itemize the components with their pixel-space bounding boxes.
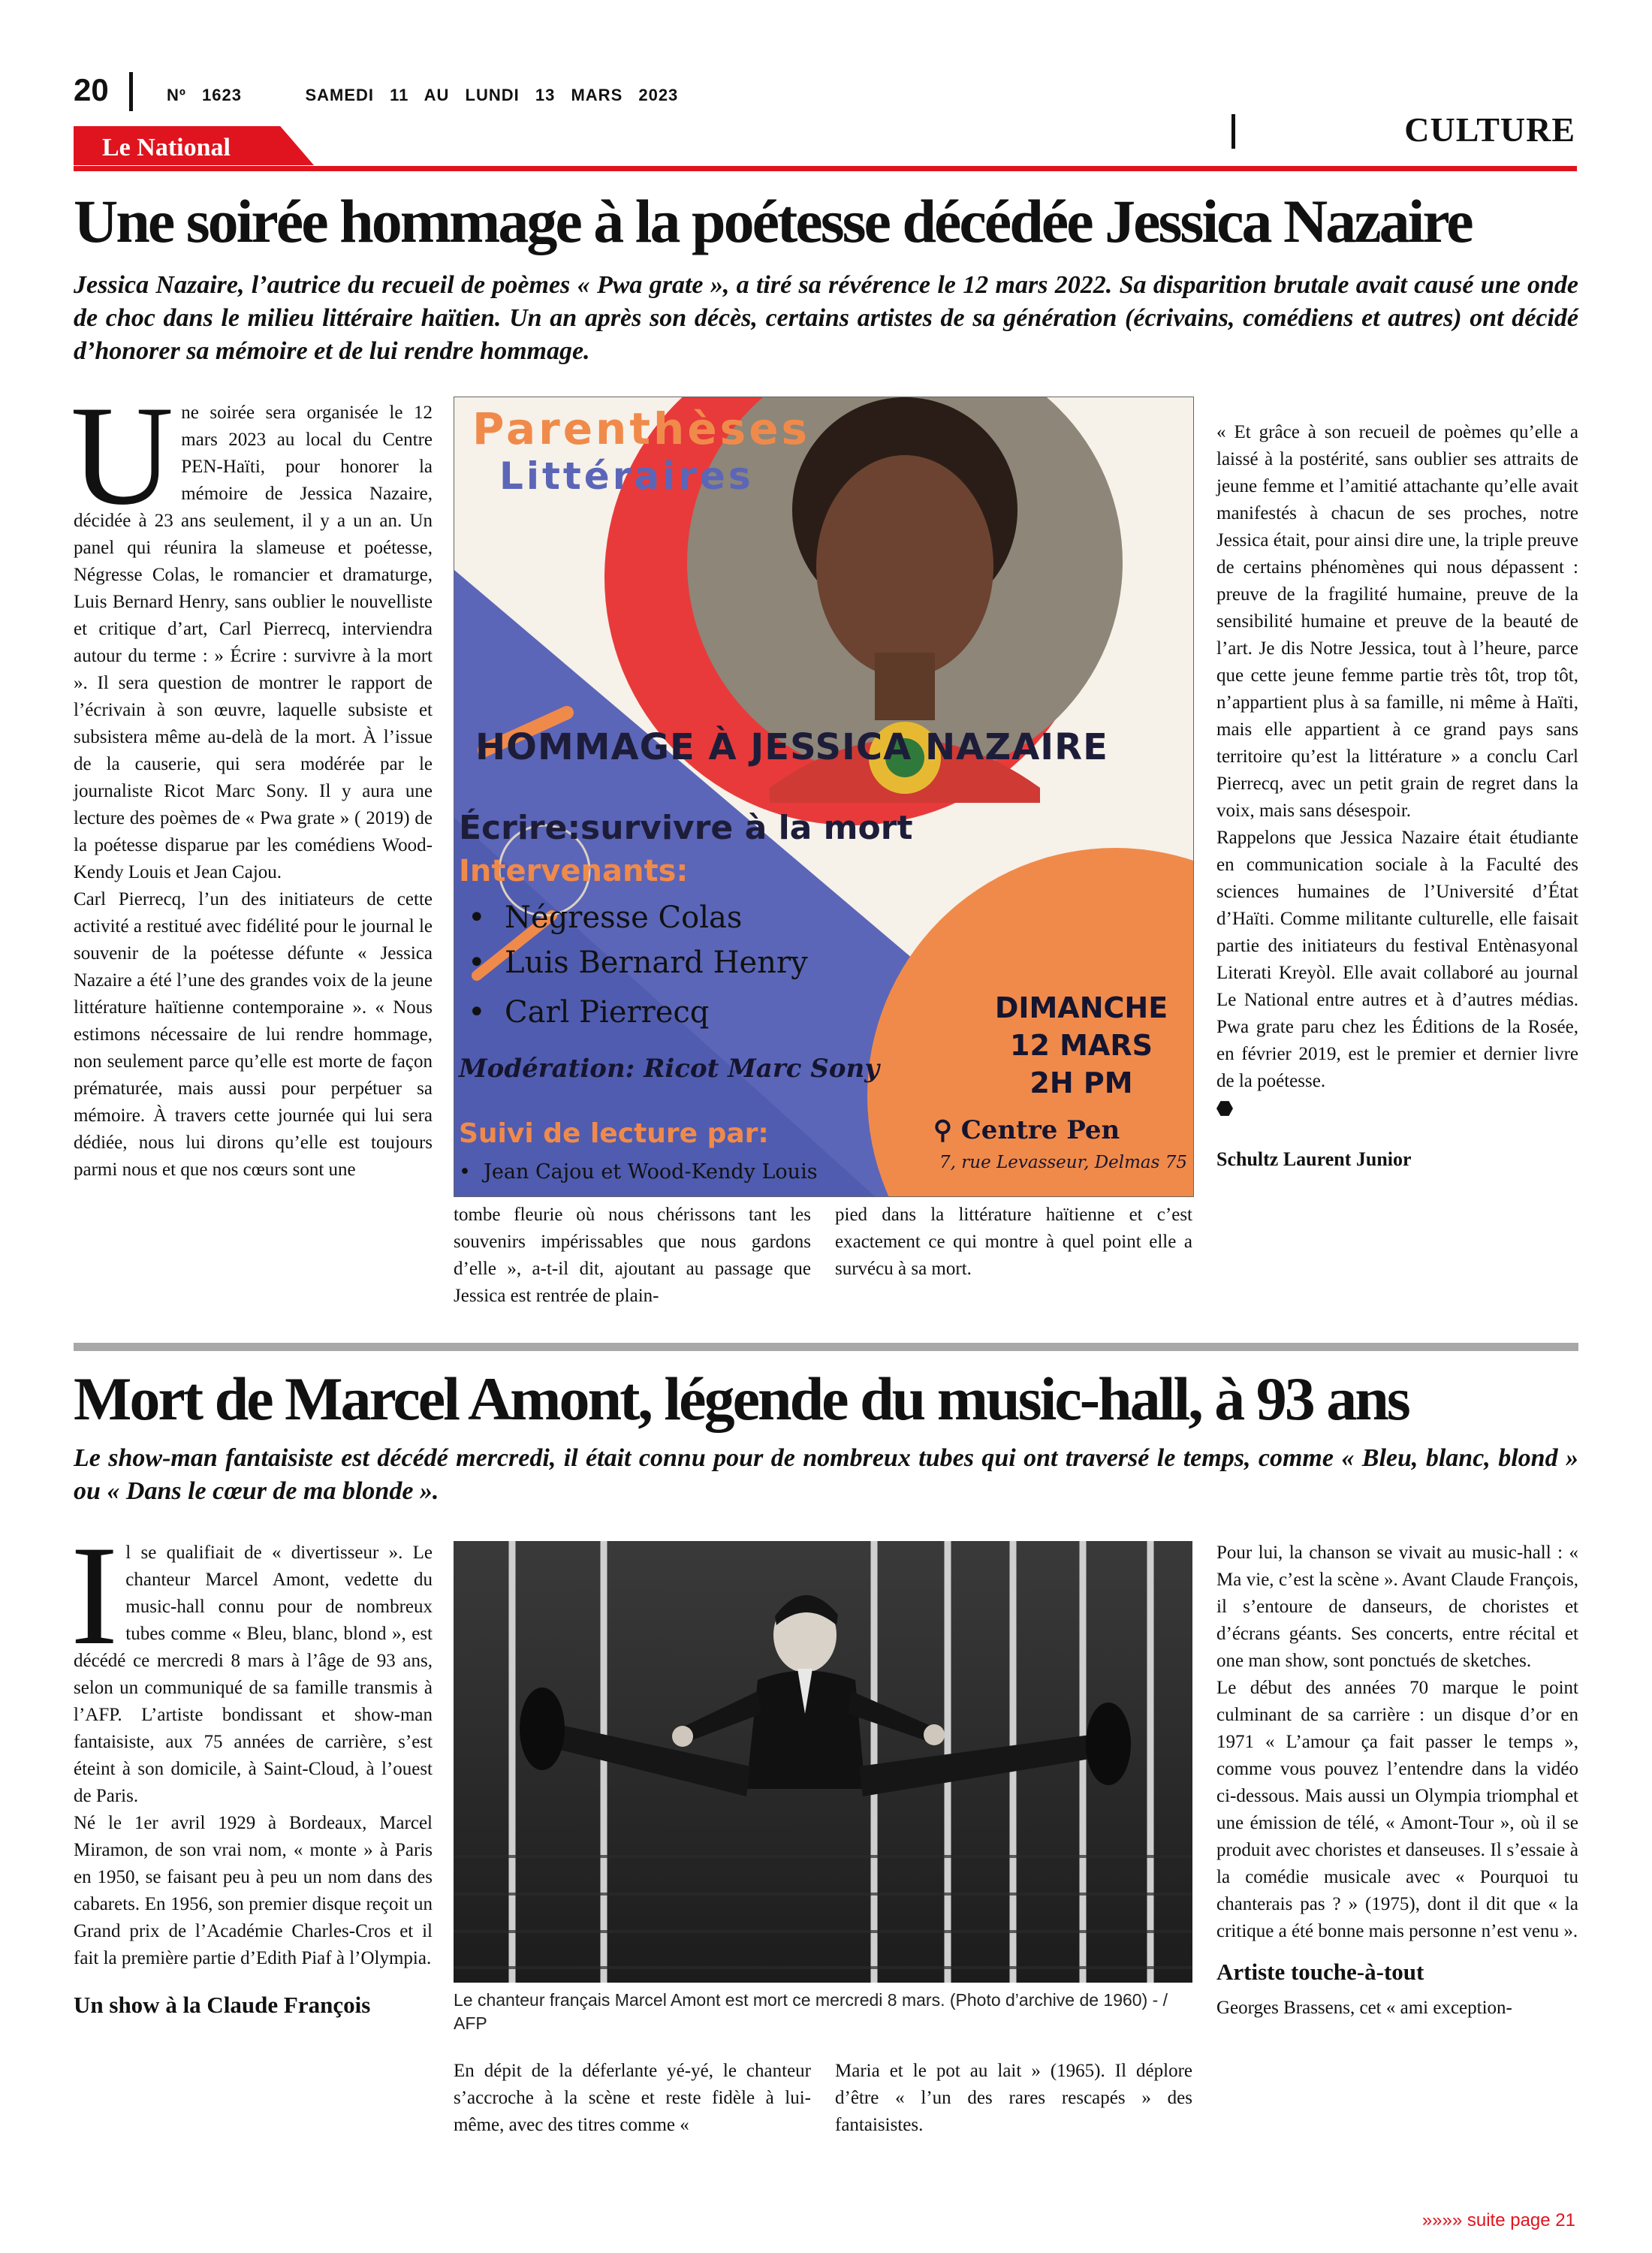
article2-deck: Le show-man fantaisiste est décédé mercredi, il était connu pour de nombreux tubes qui ont traversé le temps, comme « Bleu, blanc, blond » ou « Dans le cœur de ma blonde ». [74,1444,1578,1505]
article2-paragraph: Né le 1er avril 1929 à Bordeaux, Marcel Miramon, de son vrai nom, « monte » à Paris en 1950, se faisant peu à peu un nom dans des cabarets. En 1956, son premier disque reçoit un Grand prix de l’Académie Charles-Cros et il fait la première partie d’Edith Piaf à l’Olympia. [74,1813,433,1968]
section-divider [1231,114,1235,149]
poster-headline: HOMMAGE À JESSICA NAZAIRE [475,726,1108,768]
article1-paragraph: tombe fleurie où nous chérissons tant les souvenirs impérissables que nous gardons d’elle », a-t-il dit, ajoutant au passage que Jessica est rentrée de plain- [454,1205,811,1306]
article2-paragraph: l se qualifiait de « divertisseur ». Le chanteur Marcel Amont, vedette du music-hall connu pour de nombreux tubes comme « Bleu, blanc, blond », est décédé ce mercredi 8 mars à l’âge de 93 ans, selon un communiqué de sa famille transmis à l’AFP. L’artiste bondissant et show-man fantaisiste, aux 75 années de carrière, s’est éteint à son domicile, à Saint-Cloud, à l’ouest de Paris. [74,1543,433,1806]
poster-series-line2: Littéraires [499,454,754,498]
location-pin-icon: ⚲ [933,1115,952,1145]
article2-title: Mort de Marcel Amont, légende du music-hall, à 93 ans [74,1365,1409,1433]
article1-column-3 [835,1202,1192,1337]
poster-day: DIMANCHE [994,991,1168,1024]
photo-artwork [454,1541,1192,1983]
poster-date: 12 MARS [1010,1029,1153,1062]
header-divider [129,72,133,111]
issue-date: SAMEDI 11 AU LUNDI 13 MARS 2023 [305,86,679,104]
issue-number: Nº 1623 [167,86,242,104]
poster-address: 7, rue Levasseur, Delmas 75 [939,1153,1188,1172]
poster-reading-label: Suivi de lecture par: [459,1118,769,1149]
article1-paragraph: « Et grâce à son recueil de poèmes qu’elle a laissé à la postérité, sans oublier ses attraits de jeune femme et l’amitié attachante qu’elle avait manifestés à chacun de ses proches, notre Jessica était, pour ainsi dire une, la triple preuve de certains phénomènes qui nous dépassent : preuve de la fragilité humaine, preuve de la sensibilité humaine et preuve de la beauté de l’art. Je dis Notre Jessica, tout à l’heure, parce que cette jeune femme partie très tôt, trop tôt, n’appartient plus à sa famille, ni même à Haïti, mais elle appartient à ce grand pays sans territoire qu’est la littérature » a conclu Carl Pierrecq, avec un petit grain de regret dans la voix, mais sans désespoir. [1216,422,1578,821]
article2-column-3 [835,2058,1192,2208]
article1-column-1 [71,377,433,1325]
poster-speakers-label: Intervenants: [459,854,689,888]
article1-paragraph: pied dans la littérature haïtienne et c’est exactement ce qui montre à quel point elle a survécu à sa mort. [835,1205,1192,1279]
photo-caption: Le chanteur français Marcel Amont est mort ce mercredi 8 mars. (Photo d’archive de 1960) - / AFP [454,1990,1168,2033]
dropcap: U [71,377,174,535]
event-poster [454,397,1194,1197]
poster-speaker: • Luis Bernard Henry [468,946,808,980]
poster-series-line1: Parenthèses [472,403,811,454]
article1-column-2 [454,1202,811,1337]
article2-column-2 [454,2058,811,2208]
marcel-amont-photo [454,1541,1192,1983]
article2-paragraph: Maria et le pot au lait » (1965). Il déplore d’être « l’un des rares rescapés » des fantaisistes. [835,2061,1192,2135]
page-number: 20 [74,72,109,107]
brand-name: Le National [102,134,231,161]
article1-paragraph: Carl Pierrecq, l’un des initiateurs de cette activité a restitué avec fidélité pour le journal le souvenir de la poétesse défunte « Jessica Nazaire a été l’une des grandes voix de la jeune littérature haïtienne contemporaine ». « Nous estimons nécessaire de lui rendre hommage, non seulement parce qu’elle est morte de façon prématurée, mais aussi pour perpétuer sa mémoire. À travers cette journée qui lui sera dédiée, nous lui dirons qu’elle est toujours parmi nous et que nos cœurs sont une [74,889,433,1180]
article2-column-1 [71,1517,433,2200]
article2-subhead: Artiste touche-à-tout [1216,1959,1424,1985]
section-label: CULTURE [1404,110,1575,149]
article1-column-4 [1216,419,1578,1343]
end-mark-icon [1216,1100,1233,1117]
article1-paragraph: Rappelons que Jessica Nazaire était étudiante en communication sociale à la Faculté des sciences humaines de l’Université d’État d’Haïti. Comme militante culturelle, elle faisait partie des initiateurs du festival Entènasyonal Literati Kreyòl. Elle avait collaboré au journal Le National entre autres et à d’autres médias. Pwa grate paru chez les Éditions de la Rosée, en février 2019, est le premier et dernier livre de la poétesse. [1216,828,1578,1091]
article1-deck: Jessica Nazaire, l’autrice du recueil de poèmes « Pwa grate », a tiré sa révérence le 12 mars 2022. Sa disparition brutale avait causé une onde de choc dans le milieu littéraire haïtien. Un an après son décès, certains artistes de sa génération (écrivains, comédiens et autres) ont décidé d’honorer sa mémoire et de lui rendre hommage. [74,271,1578,365]
poster-readers: • Jean Cajou et Wood-Kendy Louis [459,1160,818,1184]
poster-datetime [972,989,1190,1102]
poster-theme: Écrire:survivre à la mort [459,809,913,847]
article2-paragraph: Pour lui, la chanson se vivait au music-hall : « Ma vie, c’est la scène ». Avant Claude François, il s’entoure de danseurs, de choristes et d’écrans géants. Ses concerts, entre récital et one man show, sont ponctués de sketches. [1216,1543,1578,1671]
poster-time: 2H PM [1029,1066,1133,1099]
article-separator [74,1343,1578,1351]
article2-paragraph: En dépit de la déferlante yé-yé, le chanteur s’accroche à la scène et reste fidèle à lui-même, avec des titres comme « [454,2061,811,2135]
article2-paragraph: Le début des années 70 marque le point culminant de sa carrière : un disque d’or en 1971 « L’amour ça fait passer le temps », comme vous pouvez l’entendre dans la vidéo ci-dessous. Mais aussi un Olympia triomphal et une émission de télé, « Amont-Tour », où il se produit avec choristes et danseuses. Il s’essaie à la comédie musicale avec « Pourquoi tu chanterais pas ? » (1975), dont il dit que « la critique a été bonne mais personne n’est venu ». [1216,1678,1578,1941]
article2-column-4 [1216,1540,1578,2200]
poster-speaker: • Carl Pierrecq [468,995,710,1030]
poster-speaker: • Négresse Colas [468,900,743,935]
article1-title: Une soirée hommage à la poétesse décédée Jessica Nazaire [74,187,1472,255]
header-rule [74,166,1577,171]
poster-moderation: Modération: Ricot Marc Sony [459,1054,879,1084]
issue-date-line [167,86,678,105]
article1-paragraph: ne soirée sera organisée le 12 mars 2023 au local du Centre PEN-Haïti, pour honorer la mémoire de Jessica Nazaire, décidée à 23 ans seulement, il y a un an. Un panel qui réunira la slameuse et poétesse, Négresse Colas, le romancier et dramaturge, Luis Bernard Henry, sans oublier le nouvelliste et critique d’art, Carl Pierrecq, interviendra autour du terme : » Écrire : survivre à la mort ». Il sera question de montrer le rapport de l’écrivain à son œuvre, laquelle subsiste et subsistera même au-delà de la mort. À l’issue de la causerie, qui sera modérée par le journaliste Ricot Marc Sony. Il y aura une lecture des poèmes de « Pwa grate » ( 2019) de la poétesse disparue par les comédiens Wood-Kendy Louis et Jean Cajou. [74,403,433,882]
article1-byline: Schultz Laurent Junior [1216,1148,1412,1170]
article2-paragraph: Georges Brassens, cet « ami exception- [1216,1998,1512,2018]
poster-venue: ⚲ Centre Pen [933,1115,1120,1145]
continued-link[interactable]: »»»» suite page 21 [1421,2210,1575,2230]
dropcap: I [71,1517,119,1675]
article2-subhead: Un show à la Claude François [74,1992,371,2018]
